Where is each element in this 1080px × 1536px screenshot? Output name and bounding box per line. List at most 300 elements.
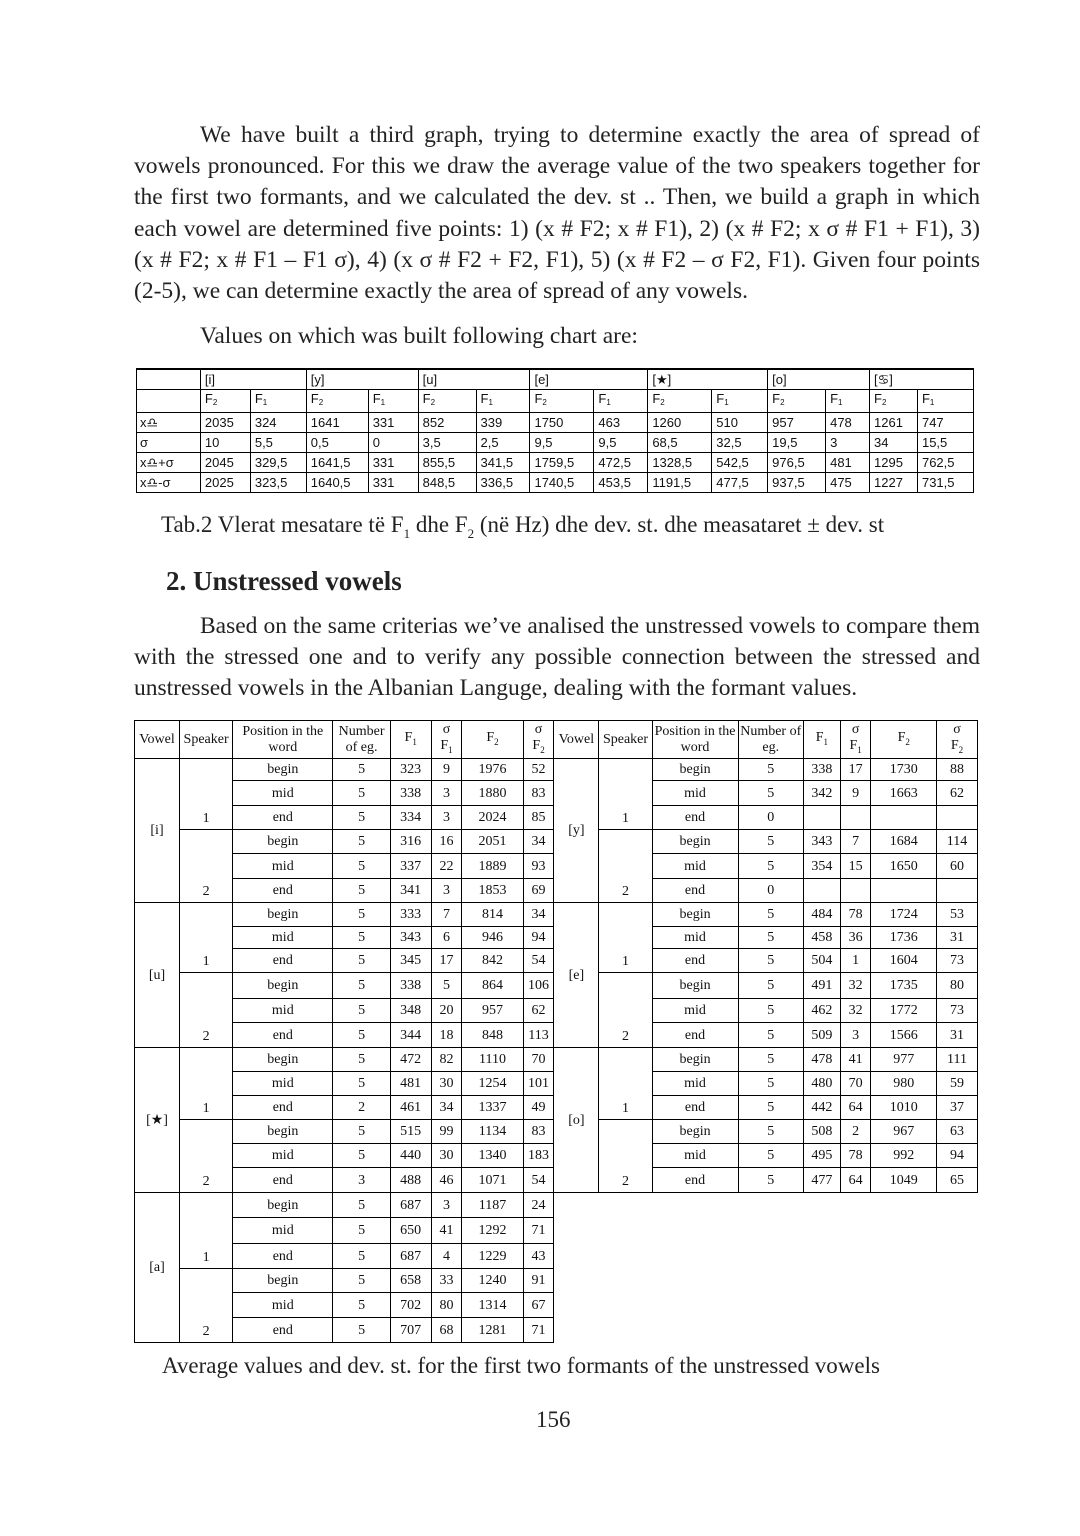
value-cell: 91	[523, 1269, 554, 1293]
value-cell: 2045	[200, 453, 250, 473]
value-cell: 3	[840, 1023, 871, 1048]
speaker-number: 2	[202, 884, 210, 899]
value-cell: 37	[936, 1096, 977, 1120]
value-cell: 34	[431, 1096, 462, 1120]
value-cell: 842	[462, 949, 523, 973]
value-cell	[840, 879, 871, 903]
value-cell: 1641	[306, 413, 368, 433]
value-cell: 67	[523, 1293, 554, 1318]
value-cell: 3,5	[418, 433, 476, 453]
value-cell: 5	[738, 759, 803, 781]
value-cell: 94	[523, 927, 554, 949]
value-cell: 64	[840, 1096, 871, 1120]
value-cell: 63	[936, 1120, 977, 1144]
value-cell: 5	[333, 1244, 390, 1269]
value-cell: 5	[431, 973, 462, 999]
value-cell: 848	[462, 1023, 523, 1048]
formant-header: $F_1$	[594, 390, 648, 413]
sigma-formant-letter: F	[532, 737, 541, 753]
formant-header: $F_2$	[530, 390, 594, 413]
value-cell: 1566	[871, 1023, 936, 1048]
stressed-values-table	[136, 368, 974, 493]
value-cell: 111	[936, 1048, 977, 1072]
speaker-number: 1	[621, 1101, 629, 1116]
value-cell: 73	[936, 999, 977, 1023]
value-cell: 19,5	[768, 433, 826, 453]
value-cell: 5,5	[250, 433, 306, 453]
value-cell: 1281	[462, 1318, 523, 1343]
value-cell: 15	[840, 854, 871, 879]
formant-header: $F_2$	[648, 390, 712, 413]
value-cell: 1750	[530, 413, 594, 433]
position-cell: begin	[233, 1120, 333, 1144]
value-cell: 1227	[870, 473, 918, 493]
value-cell: 5	[333, 1072, 390, 1096]
value-cell: 463	[594, 413, 648, 433]
value-cell: 5	[333, 1023, 390, 1048]
vowel-header: [♋]	[870, 369, 974, 390]
value-cell: 113	[523, 1023, 554, 1048]
f2-header-letter: F	[486, 729, 495, 745]
value-cell: 1191,5	[648, 473, 712, 493]
value-cell: 472,5	[594, 453, 648, 473]
value-cell: 5	[333, 1048, 390, 1072]
sigma-formant-subscript: 1	[857, 744, 862, 755]
value-cell: 478	[826, 413, 870, 433]
position-cell: mid	[233, 927, 333, 949]
f2-header	[871, 721, 936, 759]
position-cell: mid	[233, 854, 333, 879]
value-cell: 62	[523, 999, 554, 1023]
position-cell: mid	[233, 999, 333, 1023]
value-cell: 106	[523, 973, 554, 999]
value-cell: 1663	[871, 781, 936, 806]
value-cell: 2051	[462, 830, 523, 854]
vowel-cell	[554, 1048, 599, 1193]
value-cell: 1853	[462, 879, 523, 903]
value-cell: 462	[803, 999, 840, 1023]
value-cell: 1724	[871, 903, 936, 927]
value-cell: 453,5	[594, 473, 648, 493]
table2-caption: Tab.2 Vlerat mesatare të $F_1$ dhe $F_2$ (në Hz) dhe dev. st. dhe measataret ± dev. st	[161, 512, 885, 541]
formant-header: $F_1$	[368, 390, 418, 413]
value-cell: 34	[870, 433, 918, 453]
value-cell: 6	[431, 927, 462, 949]
page-number: 156	[536, 1407, 571, 1432]
row-label: x♎+σ	[137, 453, 201, 473]
row-label: σ	[137, 433, 201, 453]
value-cell: 7	[840, 830, 871, 854]
section-paragraph: Based on the same criterias we’ve analised the unstressed vowels to compare them with the stressed one and to verify any possible connection between the stressed and unstressed vowels in the Albanian Languge, dealing with the formant values.	[134, 613, 980, 702]
vowel-header: Vowel	[135, 721, 180, 759]
formant-header: $F_2$	[870, 390, 918, 413]
vowel-header: [o]	[768, 369, 870, 390]
value-cell: 0	[368, 433, 418, 453]
position-cell: end	[652, 949, 738, 973]
value-cell: 1314	[462, 1293, 523, 1318]
value-cell: 1049	[871, 1168, 936, 1193]
vowel-label: [y]	[568, 823, 585, 838]
value-cell: 36	[840, 927, 871, 949]
value-cell: 68,5	[648, 433, 712, 453]
value-cell: 5	[738, 903, 803, 927]
speaker-cell	[180, 759, 233, 830]
value-cell: 1736	[871, 927, 936, 949]
value-cell: 331	[368, 413, 418, 433]
position-cell: begin	[233, 830, 333, 854]
sigma-formant-letter: F	[849, 737, 858, 753]
formant-subscript: 2	[318, 398, 324, 407]
vowel-cell	[135, 903, 180, 1048]
position-cell: end	[652, 1168, 738, 1193]
value-cell: 18	[431, 1023, 462, 1048]
value-cell: 52	[523, 759, 554, 781]
value-cell: 5	[738, 949, 803, 973]
value-cell: 41	[840, 1048, 871, 1072]
value-cell: 5	[333, 854, 390, 879]
value-cell: 1735	[871, 973, 936, 999]
position-cell: end	[233, 1096, 333, 1120]
value-cell: 1889	[462, 854, 523, 879]
position-cell: end	[652, 806, 738, 830]
value-cell: 1261	[870, 413, 918, 433]
value-cell: 20	[431, 999, 462, 1023]
value-cell: 333	[390, 903, 431, 927]
value-cell: 477	[803, 1168, 840, 1193]
value-cell: 5	[333, 973, 390, 999]
value-cell: 1	[840, 949, 871, 973]
value-cell: 1337	[462, 1096, 523, 1120]
vowel-header: [e]	[530, 369, 648, 390]
value-cell: 504	[803, 949, 840, 973]
value-cell: 9,5	[594, 433, 648, 453]
formant-subscript: 1	[724, 398, 729, 407]
value-cell: 1730	[871, 759, 936, 781]
value-cell: 1260	[648, 413, 712, 433]
value-cell: 1295	[870, 453, 918, 473]
value-cell: 5	[333, 999, 390, 1023]
formant-header: $F_1$	[917, 390, 973, 413]
value-cell: 977	[871, 1048, 936, 1072]
value-cell: 22	[431, 854, 462, 879]
position-cell: end	[652, 879, 738, 903]
value-cell: 5	[333, 806, 390, 830]
value-cell: 345	[390, 949, 431, 973]
value-cell: 687	[390, 1244, 431, 1269]
value-cell: 1772	[871, 999, 936, 1023]
vowel-header: [i]	[200, 369, 306, 390]
vowel-header: [y]	[306, 369, 418, 390]
vowel-header-row	[137, 369, 974, 390]
formant-header: $F_1$	[826, 390, 870, 413]
position-cell: mid	[652, 999, 738, 1023]
vowel-header: [★]	[648, 369, 768, 390]
value-cell: 1254	[462, 1072, 523, 1096]
value-cell: 472	[390, 1048, 431, 1072]
vowel-label: [e]	[568, 967, 585, 983]
f2-header-subscript: 2	[494, 736, 499, 747]
speaker-number: 2	[621, 1029, 629, 1044]
value-cell: 64	[840, 1168, 871, 1193]
value-cell: 5	[333, 927, 390, 949]
value-cell: 855,5	[418, 453, 476, 473]
speaker-number: 1	[202, 1250, 210, 1265]
speaker-cell	[180, 1048, 233, 1120]
value-cell: 344	[390, 1023, 431, 1048]
value-cell: 946	[462, 927, 523, 949]
value-cell: 5	[738, 1168, 803, 1193]
value-cell: 2024	[462, 806, 523, 830]
position-cell: begin	[233, 759, 333, 781]
value-cell: 43	[523, 1244, 554, 1269]
speaker-header: Speaker	[180, 721, 233, 759]
sigma-f1-header	[431, 721, 462, 759]
value-cell: 864	[462, 973, 523, 999]
corner-cell	[137, 369, 201, 390]
formant-subscript: 1	[488, 398, 493, 407]
speaker-cell	[180, 830, 233, 903]
vowel-label: [o]	[568, 1112, 585, 1128]
value-cell: 650	[390, 1218, 431, 1244]
position-cell: end	[233, 1318, 333, 1343]
value-cell: 70	[840, 1072, 871, 1096]
value-cell: 32	[840, 973, 871, 999]
section-heading: 2. Unstressed vowels	[166, 566, 402, 596]
number-header: Number of eg.	[738, 721, 803, 759]
value-cell: 9	[431, 759, 462, 781]
speaker-cell	[180, 903, 233, 973]
table-row	[135, 1048, 978, 1072]
speaker-number: 2	[621, 884, 629, 899]
position-cell: begin	[233, 1269, 333, 1293]
value-cell: 88	[936, 759, 977, 781]
formant-header: $F_1$	[250, 390, 306, 413]
value-cell: 73	[936, 949, 977, 973]
value-cell	[840, 806, 871, 830]
value-cell: 5	[333, 759, 390, 781]
value-cell: 34	[523, 903, 554, 927]
value-cell: 5	[333, 1193, 390, 1218]
value-cell: 495	[803, 1144, 840, 1168]
value-cell: 480	[803, 1072, 840, 1096]
value-cell: 5	[333, 1218, 390, 1244]
f1-header-subscript: 1	[823, 736, 829, 747]
header-row	[135, 721, 978, 759]
f2-header-letter: F	[897, 729, 906, 745]
table3-caption: Average values and dev. st. for the first two formants of the unstressed vowels	[162, 1353, 880, 1378]
vowel-label: [i]	[150, 823, 164, 838]
value-cell: 461	[390, 1096, 431, 1120]
value-cell: 5	[333, 1269, 390, 1293]
sigma-formant-subscript: 2	[540, 744, 545, 755]
value-cell: 747	[917, 413, 973, 433]
value-cell: 53	[936, 903, 977, 927]
value-cell: 5	[333, 830, 390, 854]
value-cell: 1187	[462, 1193, 523, 1218]
table-row	[137, 473, 974, 493]
vowel-header: Vowel	[554, 721, 599, 759]
value-cell	[871, 879, 936, 903]
value-cell: 1650	[871, 854, 936, 879]
value-cell: 71	[523, 1218, 554, 1244]
value-cell: 78	[840, 903, 871, 927]
value-cell: 1640,5	[306, 473, 368, 493]
value-cell: 5	[738, 1023, 803, 1048]
table-row	[137, 453, 974, 473]
value-cell: 515	[390, 1120, 431, 1144]
position-cell: mid	[652, 854, 738, 879]
value-cell: 5	[333, 1318, 390, 1343]
speaker-number: 2	[202, 1174, 210, 1189]
speaker-number: 1	[202, 811, 210, 826]
speaker-number: 1	[202, 954, 210, 969]
speaker-number: 2	[202, 1324, 210, 1339]
value-cell: 1328,5	[648, 453, 712, 473]
formant-subscript: 2	[660, 398, 665, 407]
position-cell: mid	[233, 1144, 333, 1168]
value-cell	[803, 879, 840, 903]
value-cell: 5	[738, 973, 803, 999]
value-cell: 1134	[462, 1120, 523, 1144]
value-cell: 33	[431, 1269, 462, 1293]
number-header: Number of eg.	[333, 721, 390, 759]
value-cell: 762,5	[917, 453, 973, 473]
value-cell: 1880	[462, 781, 523, 806]
f1-header-letter: F	[404, 729, 413, 745]
vowel-cell	[135, 1048, 180, 1193]
sigma-f2-header	[523, 721, 554, 759]
value-cell: 69	[523, 879, 554, 903]
formant-subscript: 2	[430, 398, 436, 407]
position-cell: mid	[233, 1072, 333, 1096]
value-cell: 348	[390, 999, 431, 1023]
value-cell: 30	[431, 1144, 462, 1168]
value-cell: 3	[431, 781, 462, 806]
value-cell: 2035	[200, 413, 250, 433]
value-cell: 1229	[462, 1244, 523, 1269]
value-cell: 324	[250, 413, 306, 433]
value-cell: 1110	[462, 1048, 523, 1072]
value-cell: 1759,5	[530, 453, 594, 473]
value-cell	[871, 806, 936, 830]
value-cell: 1340	[462, 1144, 523, 1168]
value-cell: 481	[390, 1072, 431, 1096]
speaker-cell	[180, 1193, 233, 1269]
speaker-cell	[599, 1120, 652, 1193]
value-cell: 323,5	[250, 473, 306, 493]
value-cell: 31	[936, 927, 977, 949]
value-cell: 30	[431, 1072, 462, 1096]
value-cell: 5	[738, 830, 803, 854]
position-cell: begin	[233, 1048, 333, 1072]
value-cell: 83	[523, 1120, 554, 1144]
value-cell: 5	[738, 1096, 803, 1120]
value-cell: 101	[523, 1072, 554, 1096]
value-cell: 60	[936, 854, 977, 879]
value-cell: 2,5	[476, 433, 530, 453]
vowel-header: [u]	[418, 369, 530, 390]
value-cell: 5	[738, 927, 803, 949]
vowel-cell	[135, 759, 180, 903]
formant-header: $F_2$	[768, 390, 826, 413]
position-cell: mid	[652, 1144, 738, 1168]
value-cell: 3	[333, 1168, 390, 1193]
position-cell: end	[652, 1023, 738, 1048]
value-cell: 980	[871, 1072, 936, 1096]
value-cell: 343	[803, 830, 840, 854]
value-cell: 10	[200, 433, 250, 453]
empty-area	[554, 1193, 978, 1343]
value-cell: 1071	[462, 1168, 523, 1193]
value-cell: 323	[390, 759, 431, 781]
value-cell: 80	[431, 1293, 462, 1318]
value-cell: 329,5	[250, 453, 306, 473]
vowel-label: [a]	[149, 1260, 165, 1275]
value-cell: 3	[431, 806, 462, 830]
value-cell: 49	[523, 1096, 554, 1120]
f1-header	[390, 721, 431, 759]
value-cell: 3	[431, 879, 462, 903]
sigma-symbol: σ	[953, 721, 961, 737]
position-cell: begin	[652, 1120, 738, 1144]
f1-header-subscript: 1	[412, 736, 417, 747]
chart-values-intro: Values on which was built following chart are:	[200, 323, 638, 349]
value-cell: 85	[523, 806, 554, 830]
value-cell: 2	[333, 1096, 390, 1120]
value-cell: 334	[390, 806, 431, 830]
value-cell: 17	[840, 759, 871, 781]
value-cell	[803, 806, 840, 830]
formant-header: $F_1$	[712, 390, 768, 413]
speaker-number: 1	[621, 954, 629, 969]
sigma-formant-letter: F	[950, 737, 959, 753]
value-cell: 83	[523, 781, 554, 806]
value-cell: 5	[333, 903, 390, 927]
position-cell: begin	[652, 903, 738, 927]
value-cell: 15,5	[917, 433, 973, 453]
value-cell: 336,5	[476, 473, 530, 493]
value-cell: 93	[523, 854, 554, 879]
value-cell: 542,5	[712, 453, 768, 473]
formant-subscript: 2	[542, 398, 547, 407]
value-cell: 54	[523, 1168, 554, 1193]
value-cell: 338	[390, 781, 431, 806]
table-row	[135, 1193, 978, 1218]
value-cell: 814	[462, 903, 523, 927]
formant-subscript: 1	[929, 398, 935, 407]
value-cell: 510	[712, 413, 768, 433]
value-cell: 484	[803, 903, 840, 927]
speaker-header: Speaker	[599, 721, 652, 759]
value-cell: 1641,5	[306, 453, 368, 473]
value-cell: 341,5	[476, 453, 530, 473]
value-cell: 852	[418, 413, 476, 433]
speaker-cell	[599, 759, 652, 830]
value-cell: 31	[936, 1023, 977, 1048]
position-cell: mid	[652, 1072, 738, 1096]
value-cell: 5	[738, 1048, 803, 1072]
formant-subscript: 1	[262, 398, 268, 407]
value-cell: 658	[390, 1269, 431, 1293]
speaker-cell	[599, 830, 652, 903]
vowel-cell	[135, 1193, 180, 1343]
unstressed-vowels-table	[134, 720, 978, 1343]
value-cell: 82	[431, 1048, 462, 1072]
speaker-number: 1	[202, 1101, 210, 1116]
value-cell: 2	[840, 1120, 871, 1144]
table-row	[137, 433, 974, 453]
speaker-cell	[180, 973, 233, 1048]
